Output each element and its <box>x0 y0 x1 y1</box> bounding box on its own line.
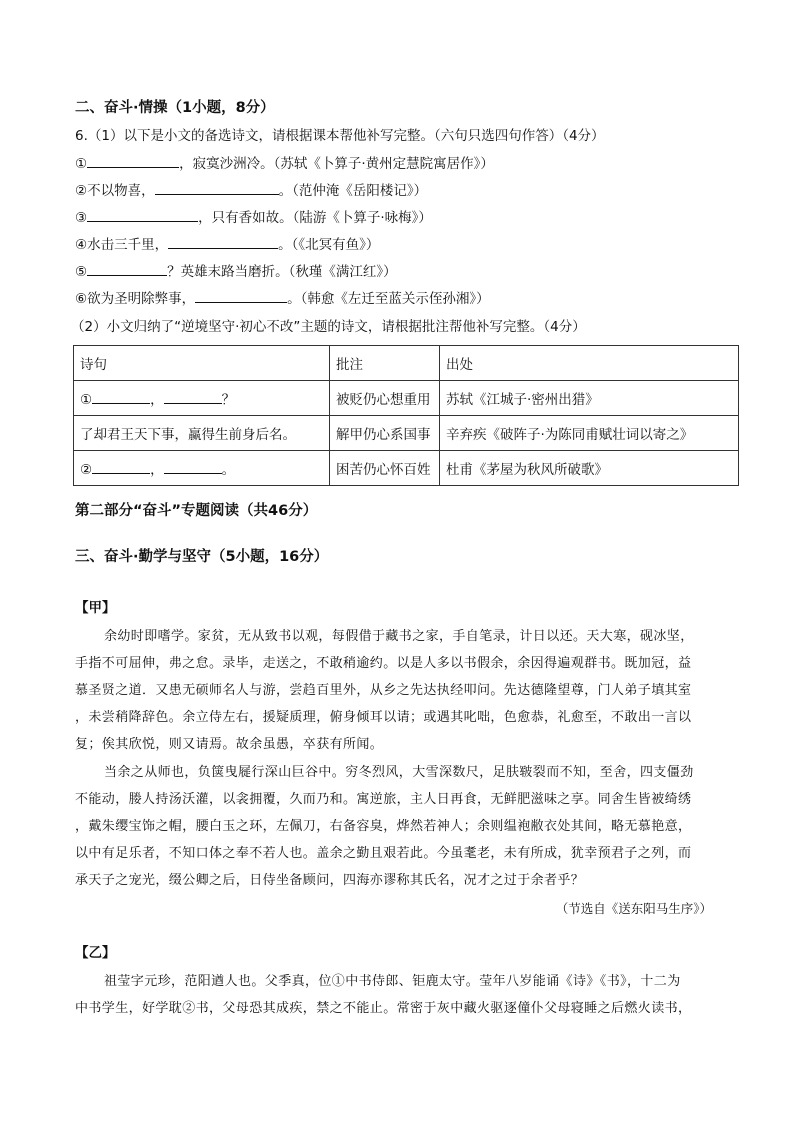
blank-line[interactable] <box>92 460 150 474</box>
table-cell: 了却君王天下事，赢得生前身后名。 <box>74 416 330 451</box>
blank-line[interactable] <box>92 390 150 404</box>
blank-line[interactable] <box>168 235 278 249</box>
table-row <box>74 416 739 451</box>
fill-item-5: ⑤ ？英雄末路当磨折。（秋瑾《满江红》） <box>75 264 397 280</box>
passage-line: 慕圣贤之道．又患无硕师名人与游，尝趋百里外，从乡之先达执经叩问。先达德隆望尊，门人弟子填其室 <box>75 683 692 698</box>
blank-line[interactable] <box>87 262 167 276</box>
table-cell: 被贬仍心想重用 <box>330 381 440 416</box>
table-cell: ① ， ？ <box>74 381 330 416</box>
passage-line: 复；俟其欣悦，则又请焉。故余虽愚，卒获有所闻。 <box>75 737 384 752</box>
table-row <box>74 451 739 486</box>
fill-item-6: ⑥欲为圣明除弊事， 。（韩愈《左迁至蓝关示侄孙湘》） <box>75 291 490 307</box>
fill-item-3: ③ ，只有香如故。（陆游《卜算子·咏梅》） <box>75 210 432 226</box>
passage-line: 承天子之宠光，缀公卿之后，日侍坐备顾问，四海亦谬称其氏名，况才之过于余者乎？ <box>75 873 585 888</box>
blank-line[interactable] <box>164 390 222 404</box>
fill-item-2: ②不以物喜， 。（范仲淹《岳阳楼记》） <box>75 183 428 199</box>
passage-line: ，戴朱缨宝饰之帽，腰白玉之环，左佩刀，右备容臭，烨然若神人；余则缊袍敝衣处其间，略无慕艳意， <box>75 819 692 834</box>
poetry-table <box>73 345 739 486</box>
table-cell: 困苦仍心怀百姓 <box>330 451 440 486</box>
fill-item-4: ④水击三千里， 。（《北冥有鱼》） <box>75 237 380 253</box>
blank-line[interactable] <box>155 181 279 195</box>
table-row <box>74 381 739 416</box>
fill-item-1: ① ，寂寞沙洲冷。（苏轼《卜算子·黄州定慧院寓居作》） <box>75 156 494 172</box>
passage-yi-label: 【乙】 <box>75 945 116 961</box>
passage-line: 不能动，媵人持汤沃灌，以衾拥覆，久而乃和。寓逆旅，主人日再食，无鲜肥滋味之享。同舍生皆被绮绣 <box>75 792 692 807</box>
passage-line: ，未尝稍降辞色。余立侍左右，援疑质理，俯身倾耳以请；或遇其叱咄，色愈恭，礼愈至，不敢出一言以 <box>75 710 692 725</box>
blank-line[interactable] <box>87 208 198 222</box>
passage-source: （节选自《送东阳马生序》） <box>555 901 712 916</box>
header-cell: 出处 <box>440 346 739 381</box>
section2-heading: 二、奋斗·情操（1小题，8分） <box>75 100 275 116</box>
passage-line: 以中有足乐者，不知口体之奉不若人也。盖余之勤且艰若此。今虽耄老，未有所成，犹幸预君子之列，而 <box>75 846 692 861</box>
passage-line: 手指不可屈伸，弗之怠。录毕，走送之，不敢稍逾约。以是人多以书假余，余因得遍观群书。既加冠，益 <box>75 656 692 671</box>
passage-jia-label: 【甲】 <box>75 600 116 616</box>
passage-line: 余幼时即嗜学。家贫，无从致书以观，每假借于藏书之家，手自笔录，计日以还。天大寒，砚冰坚， <box>104 629 694 644</box>
part2-heading: 第二部分“奋斗”专题阅读（共46分） <box>75 503 318 519</box>
table-cell: ② ， 。 <box>74 451 330 486</box>
table-cell: 解甲仍心系国事 <box>330 416 440 451</box>
table-cell: 辛弃疾《破阵子·为陈同甫赋壮词以寄之》 <box>440 416 739 451</box>
header-cell: 批注 <box>330 346 440 381</box>
table-header-row <box>74 346 739 381</box>
passage-line: 中书学生，好学耽②书，父母恐其成疾，禁之不能止。常密于灰中藏火驱逐僮仆父母寝睡之后燃火读书， <box>75 1001 692 1016</box>
passage-line: 祖莹字元珍，范阳遒人也。父季真，位①中书侍郎、钜鹿太守。莹年八岁能诵《诗》《书》，十二为 <box>104 974 681 989</box>
table-cell: 苏轼《江城子·密州出猎》 <box>440 381 739 416</box>
header-cell: 诗句 <box>74 346 330 381</box>
blank-line[interactable] <box>164 460 222 474</box>
question6-part2: （2）小文归纳了“逆境坚守·初心不改”主题的诗文，请根据批注帮他补写完整。（4分） <box>71 319 586 335</box>
question6-intro: 6.（1）以下是小文的备选诗文，请根据课本帮他补写完整。（六句只选四句作答）（4分） <box>75 128 605 144</box>
passage-line: 当余之从师也，负箧曳屣行深山巨谷中。穷冬烈风，大雪深数尺，足肤皲裂而不知，至舍，四支僵劲 <box>104 765 694 780</box>
section3-heading: 三、奋斗·勤学与坚守（5小题，16分） <box>75 549 329 565</box>
blank-line[interactable] <box>195 289 287 303</box>
blank-line[interactable] <box>87 154 179 168</box>
table-cell: 杜甫《茅屋为秋风所破歌》 <box>440 451 739 486</box>
